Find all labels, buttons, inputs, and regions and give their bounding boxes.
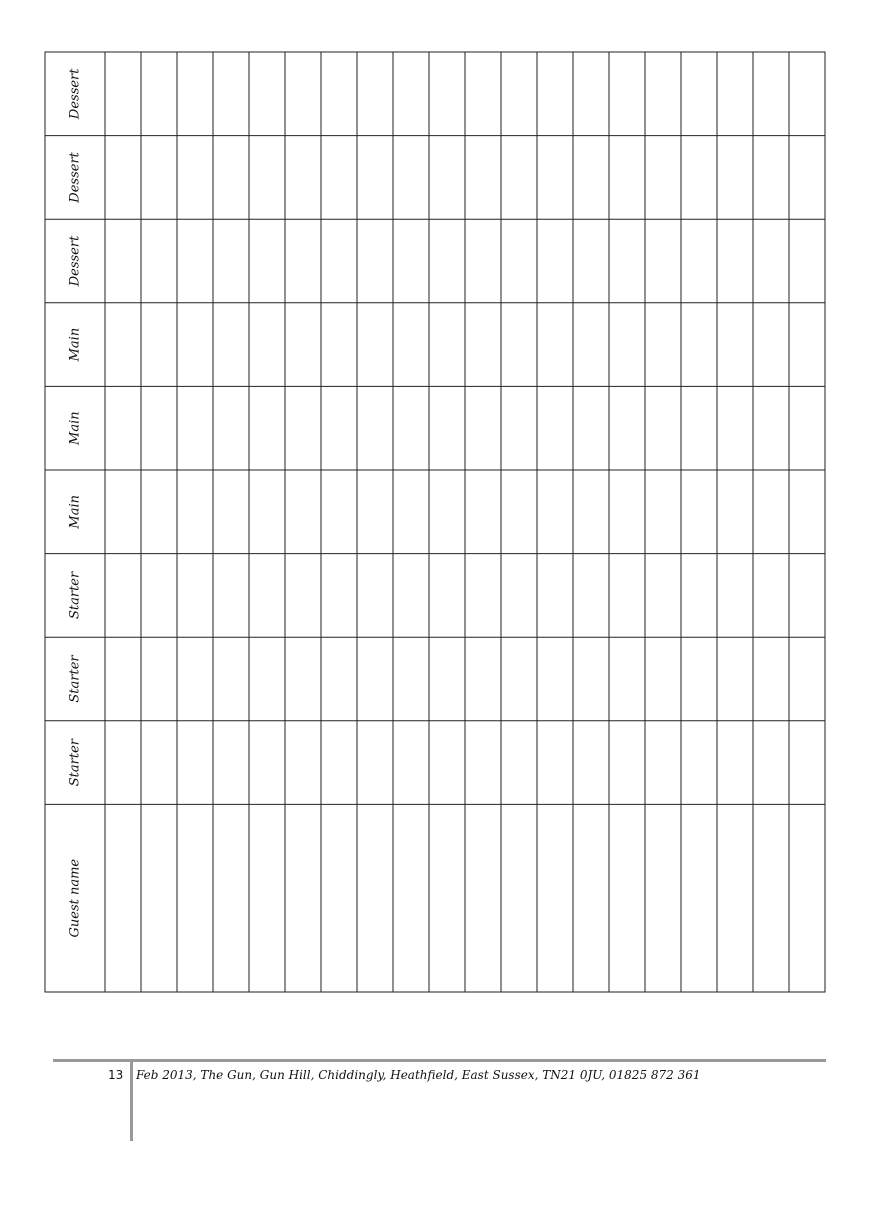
course-header: Main	[67, 327, 83, 362]
course-header: Dessert	[67, 68, 83, 120]
course-header: Main	[67, 411, 83, 445]
course-header: Main	[67, 495, 83, 529]
table-border	[45, 52, 825, 992]
footer-vertical-bar	[130, 1061, 133, 1141]
course-header: Starter	[67, 655, 83, 703]
course-header: Dessert	[67, 235, 83, 287]
course-header: Starter	[67, 571, 83, 620]
page-number: 13	[108, 1068, 124, 1082]
footer-address: Feb 2013, The Gun, Gun Hill, Chiddingly, Heathfield, East Sussex, TN21 0JU, 01825 872 361	[136, 1068, 701, 1082]
course-header: Starter	[67, 738, 83, 787]
course-header: Dessert	[67, 152, 83, 203]
footer-rule	[53, 1059, 826, 1062]
guest-name-header: Guest name	[67, 858, 83, 938]
